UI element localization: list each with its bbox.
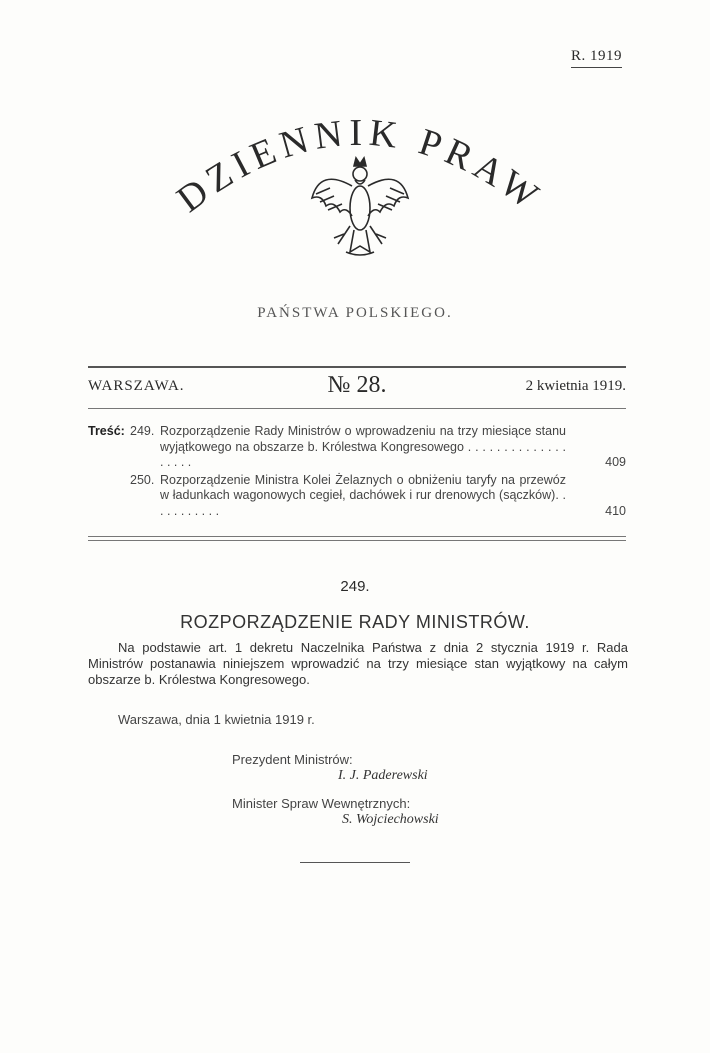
masthead-graphic	[150, 80, 570, 290]
issue-date: 2 kwietnia 1919.	[525, 378, 626, 394]
masthead-title-path: DZIENNIK PRAW	[169, 111, 551, 221]
act-body: Na podstawie art. 1 dekretu Naczelnika Państwa z dnia 2 stycznia 1919 r. Rada Ministrów postanawia niniejszem wprowadzić na trzy miesiące stan wyjątkowy na całym obszarze b. Królestwa Kongresowego.	[88, 640, 628, 687]
issue-city: WARSZAWA.	[88, 378, 185, 394]
toc-entry	[88, 473, 626, 520]
act-number: 249.	[340, 578, 370, 595]
masthead	[150, 80, 570, 290]
toc-entry-text: Rozporządzenie Ministra Kolei Żelaznych o obniżeniu taryfy na przewóz w ładunkach wagonowych cegieł, dachówek i rur drenowych (sączków). . . . . . . . . . .	[160, 472, 566, 518]
divider	[88, 366, 626, 368]
end-rule	[300, 862, 410, 863]
toc-entry-text: Rozporządzenie Rady Ministrów o wprowadzeniu na trzy miesiące stanu wyjątkowego na obszarze b. Królestwa Kongresowego . . . . . . . . . . . . . . . . . . .	[160, 424, 566, 469]
act-title: ROZPORZĄDZENIE RADY MINISTRÓW.	[180, 612, 530, 632]
divider	[88, 408, 626, 409]
toc-entry-page: 410	[605, 503, 626, 518]
toc-entry-number: 249.	[130, 424, 155, 438]
divider	[88, 536, 626, 537]
signature-role: Prezydent Ministrów:	[232, 752, 353, 767]
toc-entry-number: 250.	[130, 472, 155, 487]
toc-entry-page: 409	[605, 455, 626, 469]
toc-entry	[88, 424, 626, 471]
signature-role: Minister Spraw Wewnętrznych:	[232, 796, 411, 811]
masthead-subtitle: PAŃSTWA POLSKIEGO.	[257, 305, 453, 321]
polish-eagle-icon	[312, 158, 408, 255]
signature-name: I. J. Paderewski	[338, 768, 428, 783]
issue-number: № 28.	[327, 372, 387, 398]
signature-name: S. Wojciechowski	[342, 812, 439, 827]
toc-label: Treść:	[88, 424, 125, 438]
table-of-contents	[88, 424, 626, 521]
divider	[88, 540, 626, 541]
act-date-line: Warszawa, dnia 1 kwietnia 1919 r.	[118, 712, 315, 727]
year-mark: R. 1919	[571, 48, 622, 68]
issue-row	[88, 372, 626, 402]
